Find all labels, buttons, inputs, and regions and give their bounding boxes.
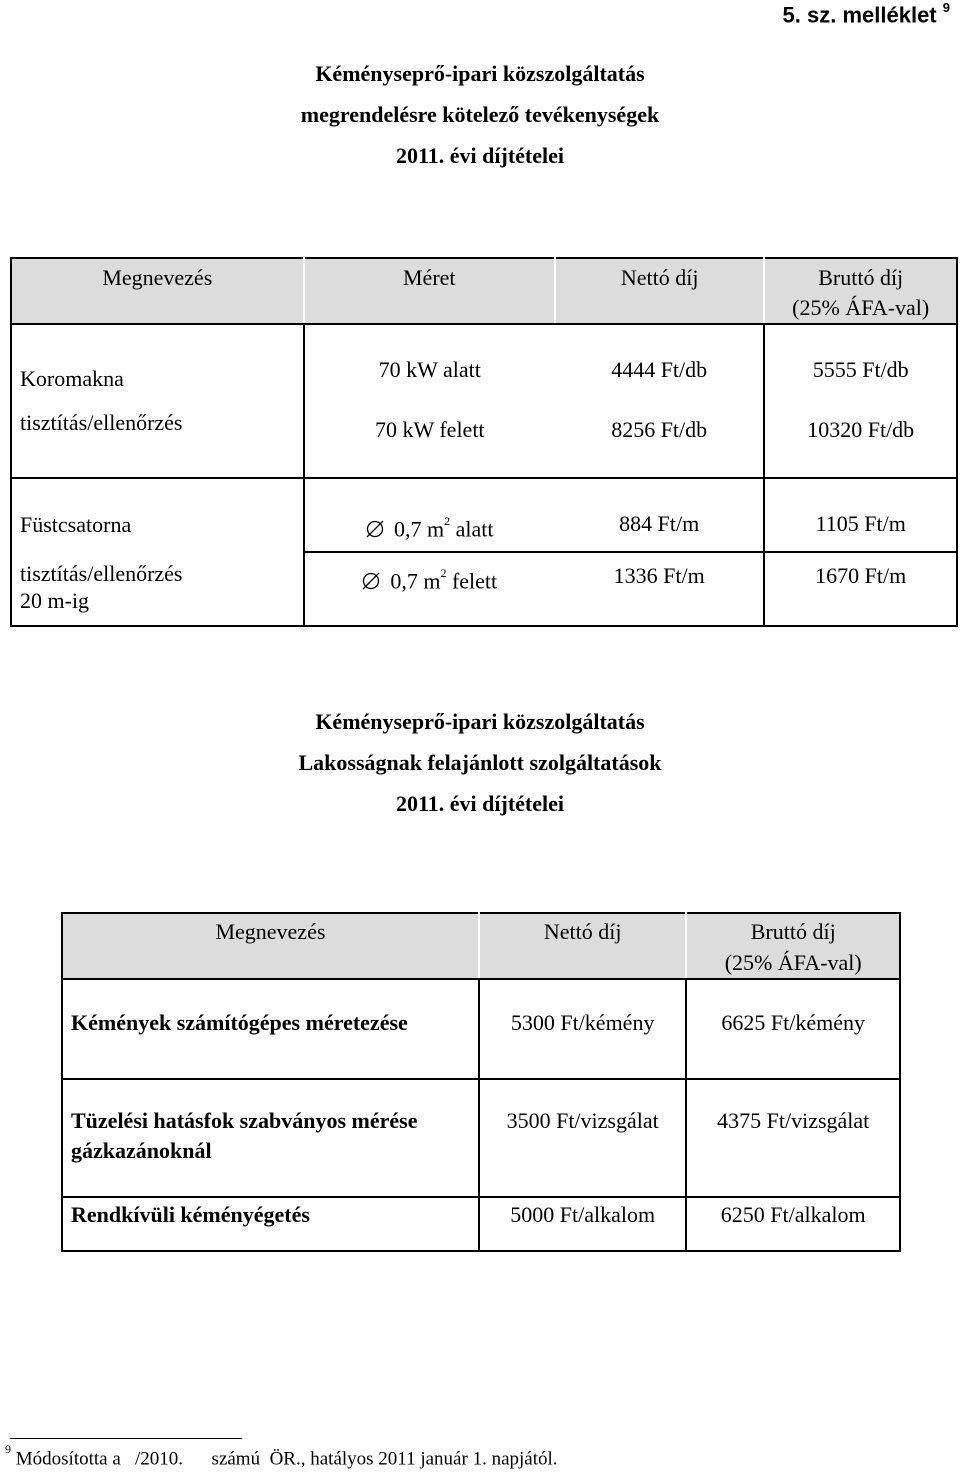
header-gross	[686, 913, 900, 979]
group1-size: 70 kW alatt	[304, 324, 555, 407]
annex-label-text: 5. sz. melléklet	[782, 2, 937, 28]
group1-size: 70 kW felett	[304, 407, 555, 478]
section1-title-line: Kéményseprő-ipari közszolgáltatás	[315, 61, 645, 86]
service-gross: 6250 Ft/alkalom	[686, 1197, 900, 1251]
header-gross-line: (25% ÁFA-val)	[724, 950, 862, 975]
table-row	[62, 1079, 900, 1197]
group2-name-line: tisztítás/ellenőrzés	[20, 561, 183, 586]
size-text: felett	[446, 568, 498, 594]
footnote-mark: 9	[5, 1442, 11, 1456]
header-gross-line: Bruttó díj	[818, 265, 904, 290]
group2-gross: 1105 Ft/m	[764, 478, 957, 552]
section2-title	[0, 701, 960, 824]
header-gross-line: (25% ÁFA-val)	[792, 295, 930, 320]
section1-title-line: 2011. évi díjtételei	[395, 143, 564, 168]
service-name	[62, 1079, 479, 1197]
size-text: 0,7 m	[394, 516, 445, 542]
service-gross: 4375 Ft/vizsgálat	[686, 1079, 900, 1197]
size-text: 0,7 m	[390, 568, 441, 594]
group1-name-line: Koromakna	[20, 366, 124, 391]
service-net: 3500 Ft/vizsgálat	[479, 1079, 687, 1197]
footnote-text: Módosította a /2010. számú ÖR., hatályos 2011 január 1. napjától.	[11, 1448, 558, 1470]
header-gross-line: Bruttó díj	[750, 919, 836, 944]
footnote-divider	[10, 1438, 242, 1439]
section2-title-line: Kéményseprő-ipari közszolgáltatás	[315, 709, 645, 734]
group2-size	[304, 552, 555, 626]
group2-name-line: Füstcsatorna	[20, 512, 132, 537]
annex-footnote-mark: 9	[942, 0, 950, 15]
table-row	[11, 324, 957, 407]
section2-title-line: Lakosságnak felajánlott szolgáltatások	[298, 750, 662, 775]
header-net: Nettó díj	[479, 913, 687, 979]
table-row	[11, 478, 957, 552]
mandatory-services-table	[10, 257, 958, 627]
group1-gross: 10320 Ft/db	[764, 407, 957, 478]
section1-title-line: megrendelésre kötelező tevékenységek	[300, 102, 660, 127]
header-name: Megnevezés	[11, 258, 304, 324]
size-text: alatt	[450, 516, 494, 542]
annex-label	[783, 2, 950, 28]
table-row	[62, 1197, 900, 1251]
group1-net: 8256 Ft/db	[555, 407, 764, 478]
table-row	[62, 979, 900, 1079]
service-name: Rendkívüli kéményégetés	[62, 1197, 479, 1251]
group2-net: 1336 Ft/m	[613, 563, 705, 588]
group1-name-line: tisztítás/ellenőrzés	[20, 410, 183, 435]
service-net: 5000 Ft/alkalom	[479, 1197, 687, 1251]
size-exponent: 2	[440, 566, 447, 580]
group1-gross: 5555 Ft/db	[764, 324, 957, 407]
optional-services-table	[61, 912, 901, 1252]
table-header-row	[11, 258, 957, 324]
section1-title	[0, 53, 960, 176]
group1-net: 4444 Ft/db	[611, 357, 708, 382]
group2-gross: 1670 Ft/m	[764, 552, 957, 626]
group1-name	[11, 324, 304, 478]
header-size: Méret	[304, 258, 555, 324]
size-exponent: 2	[444, 514, 451, 528]
header-net: Nettó díj	[555, 258, 764, 324]
service-name: Kémények számítógépes méretezése	[62, 979, 479, 1079]
group2-size	[304, 478, 555, 552]
header-name: Megnevezés	[62, 913, 479, 979]
service-gross: 6625 Ft/kémény	[686, 979, 900, 1079]
section2-title-line: 2011. évi díjtételei	[395, 791, 564, 816]
service-net: 5300 Ft/kémény	[479, 979, 687, 1079]
diameter-icon	[366, 520, 384, 538]
table-header-row	[62, 913, 900, 979]
diameter-icon	[362, 572, 380, 590]
group2-name-line: 20 m-ig	[20, 588, 90, 613]
group2-net: 884 Ft/m	[555, 478, 764, 552]
service-name-line: Tüzelési hatásfok szabványos mérése	[71, 1108, 418, 1133]
footnote	[5, 1442, 558, 1470]
service-name-line: gázkazánoknál	[71, 1138, 212, 1163]
header-gross	[764, 258, 957, 324]
group2-name	[11, 478, 304, 626]
